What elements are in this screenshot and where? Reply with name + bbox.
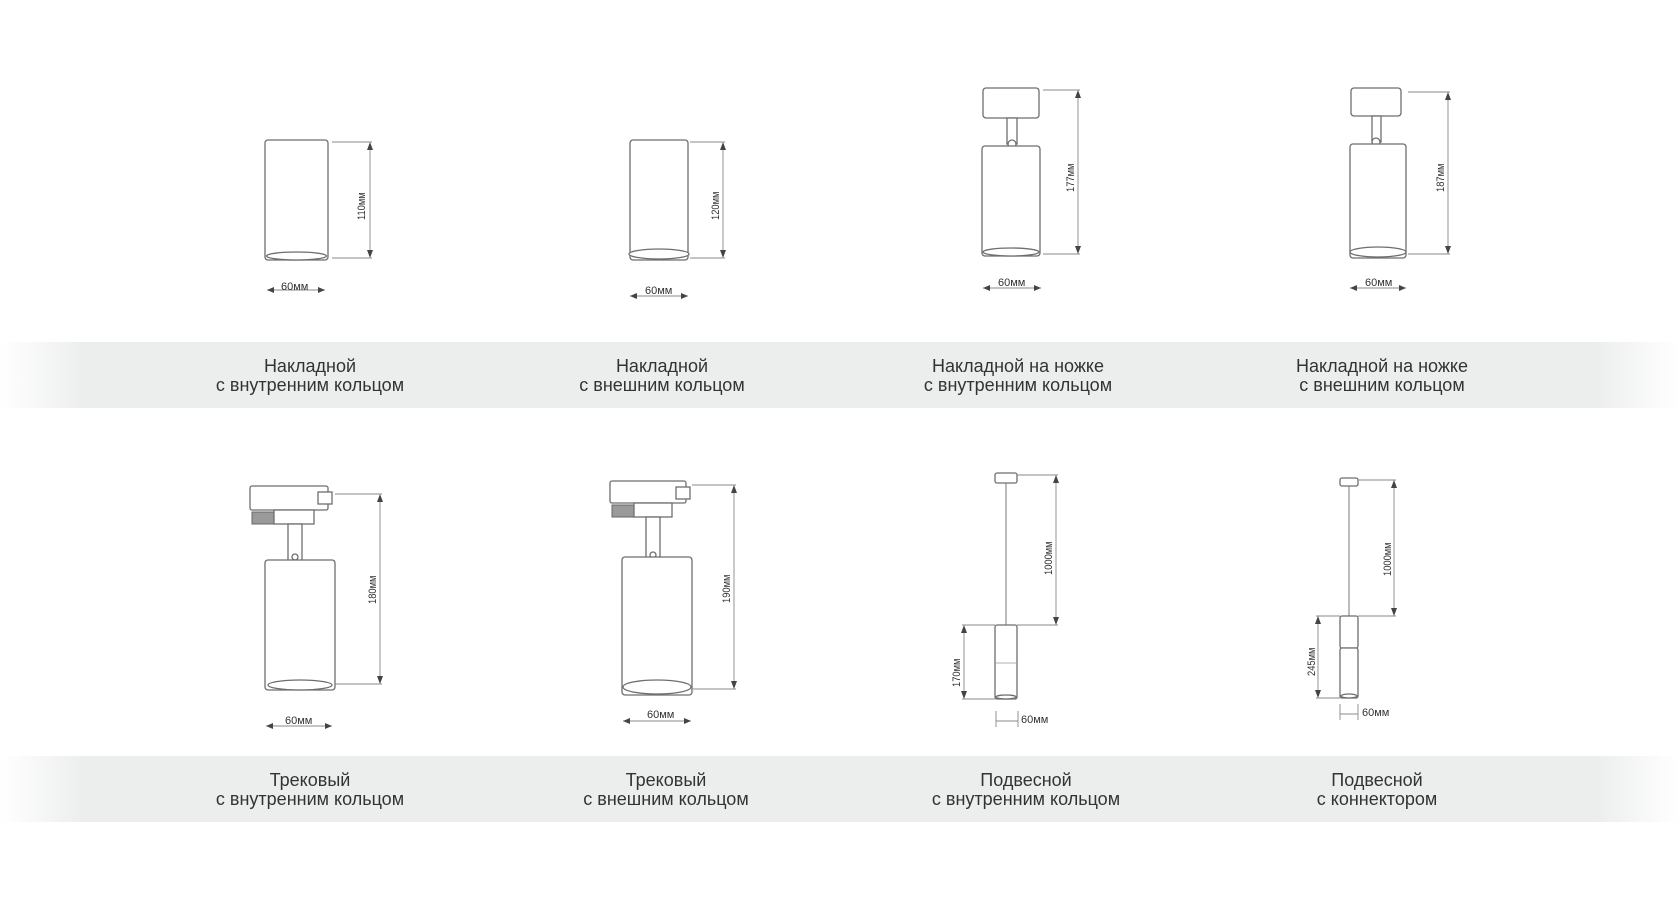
ceiling-canopy [983,88,1039,118]
width-label: 60мм [1365,277,1393,289]
caption-surface-inner [160,357,460,395]
height-label: 190мм [721,574,734,603]
product-title: Подвесной [980,770,1072,790]
lamp-body [1350,144,1406,258]
drawing-surface-outer [590,130,740,300]
lamp-body [630,140,688,260]
product-title: Трековый [269,770,351,790]
ceiling-canopy [1351,88,1401,116]
track-adapter [250,486,328,510]
drawing-track-inner [240,480,400,740]
product-subtitle: с внешним кольцом [583,789,749,809]
product-subtitle: с внутренним кольцом [215,375,405,395]
drawing-stem-outer [1320,80,1470,300]
product-title: Подвесной [1331,770,1423,790]
caption-stem-inner [868,357,1168,395]
product-subtitle: с внутренним кольцом [215,789,405,809]
caption-track-outer [516,771,816,809]
product-subtitle: с внешним кольцом [1299,375,1465,395]
height-label: 180мм [367,575,380,604]
drawing-surface-inner [240,130,390,300]
height-label: 110мм [356,192,369,220]
connector [1340,616,1358,648]
track-adapter [610,481,686,503]
drawing-pendant-connector [1302,470,1422,730]
height-label: 187мм [1435,163,1448,192]
lamp-body [622,557,692,695]
width-label: 60мм [1362,707,1390,719]
lamp-body [1340,648,1358,698]
product-subtitle: с внутренним кольцом [931,789,1121,809]
height-label: 177мм [1065,163,1078,192]
caption-pendant-inner [876,771,1176,809]
lamp-body [982,146,1040,256]
caption-track-inner [160,771,460,809]
lamp-body [265,560,335,690]
width-label: 60мм [1021,714,1049,726]
width-label: 60мм [998,277,1026,289]
drawing-stem-inner [955,80,1105,300]
product-subtitle: с внешним кольцом [579,375,745,395]
lamp-body [265,140,328,260]
width-label: 60мм [645,285,673,297]
width-label: 60мм [285,715,313,727]
width-label: 60мм [281,281,309,293]
drawing-pendant-inner [940,465,1080,735]
caption-surface-outer [512,357,812,395]
height-label: 170мм [951,658,964,687]
ceiling-canopy [1340,478,1358,486]
lamp-body [995,625,1017,699]
width-label: 60мм [647,709,675,721]
ceiling-canopy [995,473,1017,483]
product-title: Накладной [615,356,709,376]
product-subtitle: с внутренним кольцом [923,375,1113,395]
cable-length-label: 1000мм [1043,541,1056,575]
height-label: 245мм [1306,647,1319,676]
drawing-track-outer [590,475,750,735]
height-label: 120мм [710,191,723,220]
caption-pendant-connector [1227,771,1527,809]
product-title: Накладной на ножке [1296,356,1468,376]
product-title: Накладной на ножке [932,356,1104,376]
product-subtitle: с коннектором [1316,789,1438,809]
product-title: Накладной [263,356,357,376]
product-title: Трековый [625,770,707,790]
cable-length-label: 1000мм [1382,542,1395,576]
caption-stem-outer [1232,357,1532,395]
